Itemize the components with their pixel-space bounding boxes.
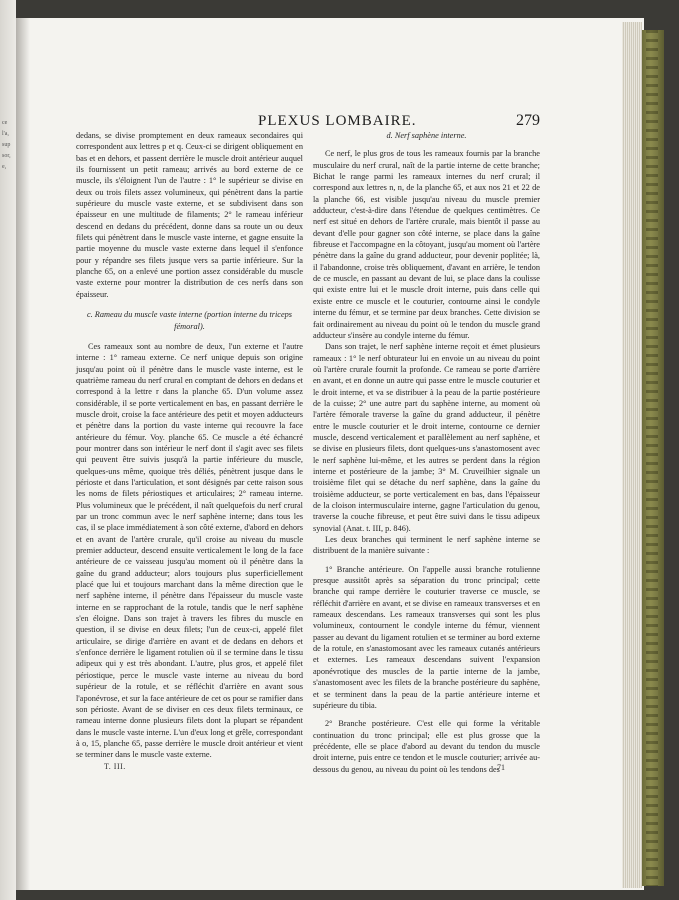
paragraph: Ce nerf, le plus gros de tous les rameaux fournis par la branche musculaire du nerf crural, naît de la partie interne de cette branche; Bichat le range parmi les rameaux internes du nerf crural; il correspond aux lettres n, n, de la planche 65, et aux nos 21 et 22 de la planche 66, est visible jusqu'au niveau du muscle premier adducteur, c'est-à-dire dans l'étendue de quelques centimètres. Ce nerf est situé en dehors de l'artère crurale, mais bientôt il passe au devant d'elle pour gagner son côté interne, se place dans la gaîne fibreuse et l'accompagne en la côtoyant, jusqu'au moment où l'artère pénètre dans la gaîne du grand adducteur, pour devenir poplitée; là, il l'abandonne, croise très obliquement, d'avant en arrière, le tendon de ce muscle, en passant au devant de lui, se place dans la coulisse qui existe entre lui et le muscle droit interne, puis dans celle qui existe entre ce muscle et le couturier, contourne ainsi le condyle interne du fémur, et se termine par deux branches. Cette division se fait ordinairement au niveau du point où le tendon du muscle grand adducteur s'insère au condyle interne du fémur. <box>313 149 540 340</box>
margin-fragment: e, <box>2 164 7 170</box>
paragraph: Les deux branches qui terminent le nerf saphène interne se distribuent de la manière suivante : <box>313 535 540 556</box>
facing-page-edge <box>0 0 16 900</box>
margin-fragment: sup <box>2 142 11 148</box>
paragraph: 2° Branche postérieure. C'est elle qui forme la véritable continuation du tronc principal; elle est plus grosse que la précédente, elle se place d'abord au devant du tendon du muscle droit interne, puis entre ce tendon et le muscle couturier; arrivée au-dessous du genou, au niveau du point où les tendons des <box>313 719 540 774</box>
gutter-shadow <box>16 18 30 890</box>
paragraph: 1° Branche antérieure. On l'appelle aussi branche rotulienne presque aussitôt après sa séparation du tronc principal; cette branche qui rampe derrière le couturier traverse ce muscle, se réfléchit d'arrière en avant, et se divise en rameaux transverses et en rameaux descendans. Les rameaux transverses qui sont les plus volumineux, contournent le condyle interne du fémur, viennent passer au devant du ligament rotulien et se terminer au bord externe de la rotule, en s'anastomosant avec les rameaux cutanés antérieurs et externes. Les rameaux descendans suivent l'expansion aponévrotique des muscles de la partie interne de la jambe, s'anastomosent avec les filets de la branche postérieure du saphène, et se terminent dans la peau de la partie antérieure interne et supérieure du tibia. <box>313 564 540 710</box>
left-column <box>76 130 303 761</box>
right-column <box>313 130 540 775</box>
paragraph: Dans son trajet, le nerf saphène interne reçoit et émet plusieurs rameaux : 1° le nerf obturateur lui en envoie un au niveau du point où l'artère crurale fournit la profonde. Ce rameau se porte d'arrière en avant, et en donne un autre qui passe entre le muscle couturier et le droit interne, et va se distribuer à la peau de la partie postérieure de la cuisse; 2° une autre part du saphène interne, au moment où l'artère fémorale traverse la gaîne du grand adducteur, il pénètre entre le muscle couturier et le droit interne, contourne ce dernier muscle, descend verticalement et parallèlement au nerf saphène, et se divise en plusieurs filets, dont quelques-uns s'anastomosent avec le nerf saphène lui-même, et les autres se perdent dans la région interne et postérieure de la jambe; 3° M. Cruveilhier signale un troisième filet qui se détache du nerf saphène, dans la gaîne du troisième adducteur, se porte verticalement en bas, dans l'épaisseur de la cloison intermusculaire interne, gagne l'articulation du genou, traverse la couche fibreuse, et peut être suivi dans le tissu adipeux synovial (Anat. t. III, p. 846). <box>313 342 540 533</box>
section-heading: c. Rameau du muscle vaste interne (portion interne du triceps fémoral). <box>86 310 293 331</box>
paragraph: Ces rameaux sont au nombre de deux, l'un externe et l'autre interne : 1° rameau externe. Ce nerf unique depuis son origine jusqu'au point où il pénètre dans le muscle vaste interne, est le quatrième rameau du nerf crural en comptant de dehors en dedans et correspond à la lettre r dans la planche 65. D'un volume assez considérable, il se porte verticalement en bas, en passant derrière le muscle droit, croise la face antérieure des petit et moyen adducteurs et pénètre dans la portion du vaste interne qui recouvre la face antérieure du fémur. Voy. planche 65. Ce muscle a été échancré pour montrer dans son intérieur le nerf dont il s'agit avec ses filets qui peuvent être suivis jusqu'à la partie inférieure du muscle, quelques-uns même, quoique très déliés, pénètrent jusque dans le périoste et dans l'articulation, et sont désignés par cette raison sous les noms de filets périostiques et articulaires; 2° rameau interne. Plus volumineux que le précédent, il naît quelquefois du nerf crural par un tronc commun avec le nerf saphène interne; dans tous les cas, il se place immédiatement à son côté externe, d'abord en dehors et en avant de l'artère crurale, qu'il croise au niveau du muscle premier adducteur, descend ensuite verticalement le long de la face antérieure de ce vaisseau jusqu'au moment où il pénètre dans la gaîne du grand adducteur; alors toujours plus superficiellement placé que lui et toujours marchant dans la même direction que le nerf saphène interne, il pénètre dans l'épaisseur du muscle vaste interne en se rapprochant de la rotule, tandis que le nerf saphène s'en éloigne. Dans son trajet à travers les fibres du muscle en question, il se divise en deux filets; l'un de ceux-ci, appelé filet articulaire, se dirige d'arrière en avant et de dedans en dehors et s'enfonce derrière le ligament rotulien où il se termine dans le tissu adipeux qui y est très abondant. L'autre, plus gros, et appelé filet périostique, perce le muscle vaste interne au niveau du bord supérieur de la rotule, et se réfléchit d'arrière en avant sous l'aponévrose, et sur la face antérieure de cet os pour se ramifier dans son périoste. Avant de se diviser en ces deux filets terminaux, ce rameau interne donne plusieurs filets dont la plupart se répandent dans le muscle vaste interne. L'un d'eux long et grêle, correspondant à o, 15, planche 65, passe derrière le muscle droit antérieur et vient se terminer dans le muscle vaste externe. <box>76 341 303 760</box>
volume-mark: T. III. <box>104 762 126 771</box>
margin-fragment: ce <box>2 120 8 126</box>
running-title: PLEXUS LOMBAIRE. <box>258 113 417 129</box>
margin-fragment: sor, <box>2 153 11 159</box>
margin-fragment: l'a, <box>2 131 9 137</box>
paragraph: dedans, se divise promptement en deux rameaux secondaires qui correspondent aux lettres p et q. Ceux-ci se dirigent obliquement en bas et en dehors, et passent derrière le muscle droit antérieur auquel ils fournissent un petit rameau; arrivés au bord externe de ce muscle, ils s'éloignent l'un de l'autre : 1° le supérieur se divise en deux ou trois filets assez volumineux, qui pénètrent dans la partie supérieure du muscle vaste externe, et se subdivisent dans son épaisseur en une multitude de filaments; 2° le rameau inférieur descend en dedans du précédent, donne dans sa route un ou deux filets qui pénètrent dans le muscle vaste interne, et gagne ensuite la partie moyenne du muscle vaste externe dans lequel il s'enfonce pour y répandre ses filets jusque vers sa partie inférieure. Sur la planche 65, on a enlevé une portion assez considérable du muscle vaste externe pour montrer la distribution de ces nerfs dans son épaisseur. <box>76 131 303 299</box>
signature-mark: 71 <box>497 763 505 772</box>
section-heading: d. Nerf saphène interne. <box>386 131 467 140</box>
page-edges <box>622 22 642 888</box>
page-number: 279 <box>516 112 540 129</box>
book-spine <box>642 30 664 886</box>
